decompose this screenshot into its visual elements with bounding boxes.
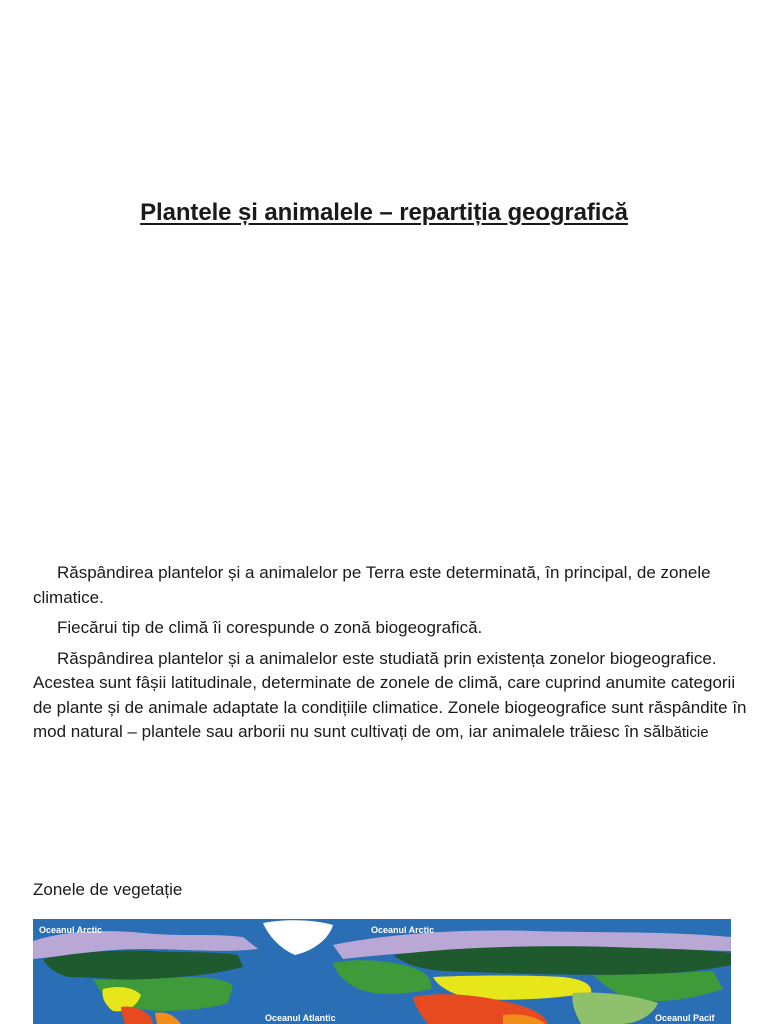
paragraph-2: Fiecărui tip de climă îi corespunde o zonă biogeografică. — [57, 618, 483, 637]
paragraph-3 — [33, 647, 753, 746]
body-text — [33, 561, 753, 752]
map-label-arctic-left: Oceanul Arctic — [39, 925, 103, 935]
map-label-arctic-center: Oceanul Arctic — [371, 925, 435, 935]
paragraph-1: Răspândirea plantelor și a animalelor pe Terra este determinată, în principal, de zonele climatice. — [33, 563, 711, 607]
map-eurasia-taiga — [393, 946, 731, 975]
vegetation-map — [33, 919, 731, 1024]
section-heading: Zonele de vegetație — [33, 880, 183, 899]
page-title: Plantele și animalele – repartiția geografică — [140, 199, 628, 226]
paragraph-3-text: Răspândirea plantelor și a animalelor este studiată prin existența zonelor biogeografice. Acestea sunt fâșii latitudinale, determinate de zonele de climă, care cuprind anumite categorii de plante și de animale adaptate la condițiile climatice. Zonele biogeografice sunt răspândite în mod natural – plantele sau arborii nu sunt cultivați de om, iar animalele trăiesc în săl — [33, 648, 747, 741]
map-label-pacific: Oceanul Pacif — [655, 1013, 715, 1023]
paragraph-3-end: băticie — [665, 724, 709, 741]
map-label-atlantic: Oceanul Atlantic — [265, 1013, 336, 1023]
